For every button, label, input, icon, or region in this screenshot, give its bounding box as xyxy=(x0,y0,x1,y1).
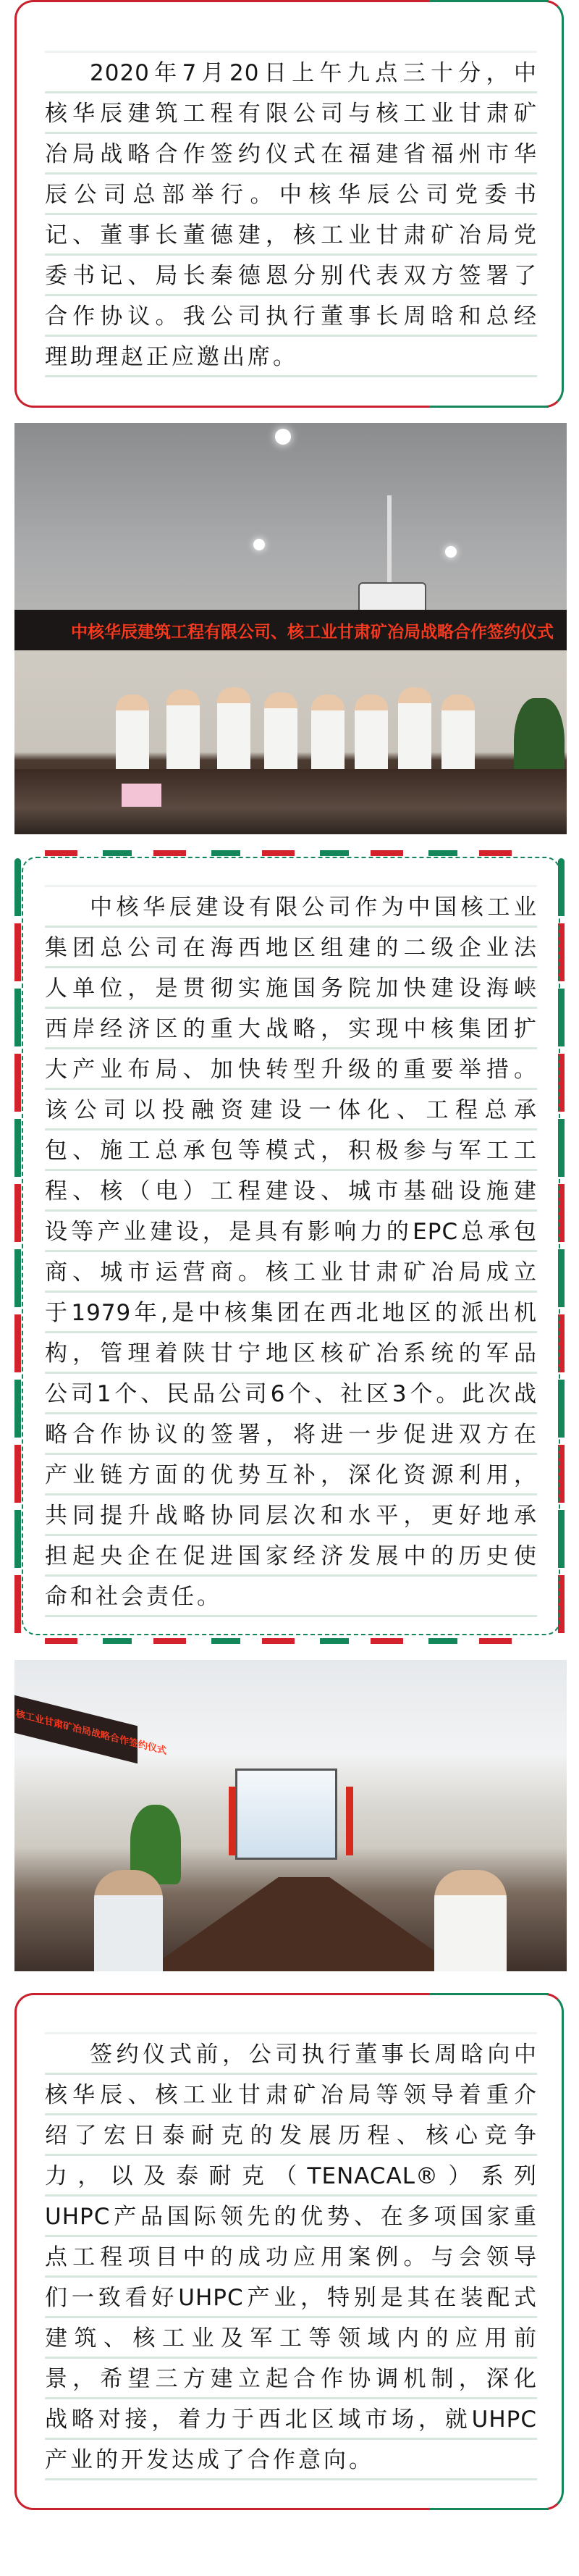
paragraph-line: 共同提升战略协同层次和水平，更好地承 xyxy=(45,1503,537,1529)
frame-accent xyxy=(429,0,549,2)
paragraph-line: 于1979年,是中核集团在西北地区的派出机 xyxy=(45,1300,537,1326)
paragraph-line: 力，以及泰耐克（TENACAL®）系列 xyxy=(45,2163,537,2189)
paragraph-line: 包、施工总承包等模式，积极参与军工工 xyxy=(45,1138,537,1164)
paragraph-line: 签约仪式前，公司执行董事长周晗向中 xyxy=(90,2042,537,2068)
paragraph-line: 略合作协议的签署，将进一步促进双方在 xyxy=(45,1422,537,1448)
decorative-side-left xyxy=(14,858,21,1640)
projector-mount xyxy=(387,495,392,582)
person xyxy=(434,1870,507,1971)
paragraph-line: 设等产业建设，是具有影响力的EPC总承包 xyxy=(45,1219,537,1245)
frame-accent xyxy=(429,1993,549,1995)
paragraph-line: 构，管理着陕甘宁地区核矿冶系统的军品 xyxy=(45,1341,537,1367)
paragraph-line: 人单位，是贯彻实施国务院加快建设海峡 xyxy=(45,976,537,1002)
paragraph-line: 战略对接，着力于西北区域市场，就UHPC xyxy=(45,2407,537,2433)
signing-ceremony-photo xyxy=(14,423,567,834)
person xyxy=(94,1870,163,1971)
conference-table xyxy=(145,1877,463,1971)
projection-screen xyxy=(235,1769,337,1860)
paragraph-line: 记、董事长董德建，核工业甘肃矿冶局党 xyxy=(45,222,537,248)
paragraph-line: 建筑、核工业及军工等领域内的应用前 xyxy=(45,2325,537,2351)
paragraph-line: 冶局战略合作签约仪式在福建省福州市华 xyxy=(45,141,537,167)
paragraph-line: 景，希望三方建立起合作协调机制，深化 xyxy=(45,2366,537,2392)
paragraph-line: 2020年7月20日上午九点三十分，中 xyxy=(90,60,537,86)
banner-text: 中核华辰建筑工程有限公司、核工业甘肃矿冶局战略合作签约仪式 xyxy=(71,623,554,642)
ceremony-intro-paragraph xyxy=(45,2032,537,2480)
paragraph-line: 命和社会责任。 xyxy=(45,1584,222,1610)
paragraph-line: 核华辰、核工业甘肃矿冶局等领导着重介 xyxy=(45,2082,537,2108)
ceiling-light xyxy=(253,539,265,550)
paragraph-line: 产业链方面的优势互补，深化资源利用， xyxy=(45,1462,537,1488)
paragraph-line: 商、城市运营商。核工业甘肃矿冶局成立 xyxy=(45,1259,537,1285)
paragraph-line: 集团总公司在海西地区组建的二级企业法 xyxy=(45,935,537,961)
paragraph-line: 产业的开发达成了合作意向。 xyxy=(45,2447,374,2473)
paragraph-line: 绍了宏日泰耐克的发展历程、核心竞争 xyxy=(45,2123,537,2149)
paragraph-line: UHPC产品国际领先的优势、在多项国家重 xyxy=(45,2204,537,2230)
paragraph-line: 西岸经济区的重大战略，实现中核集团扩 xyxy=(45,1016,537,1042)
paragraph-line: 担起央企在促进国家经济发展中的历史使 xyxy=(45,1543,537,1569)
flag xyxy=(346,1787,353,1855)
frame-accent xyxy=(429,2508,549,2510)
frame-accent xyxy=(429,406,549,408)
signing-table xyxy=(14,769,567,834)
name-card xyxy=(122,784,161,807)
intro-paragraph xyxy=(45,51,537,377)
ceiling-light xyxy=(275,429,291,445)
company-info-paragraph xyxy=(45,885,537,1617)
paragraph-line: 辰公司总部举行。中核华辰公司党委书 xyxy=(45,182,537,208)
paragraph-line: 大产业布局、加快转型升级的重要举措。 xyxy=(45,1057,537,1083)
meeting-room-photo xyxy=(14,1660,567,1971)
flag xyxy=(229,1787,236,1855)
paragraph-line: 程、核（电）工程建设、城市基础设施建 xyxy=(45,1178,537,1204)
led-banner xyxy=(14,1695,167,1763)
paragraph-line: 委书记、局长秦德恩分别代表双方签署了 xyxy=(45,263,537,289)
decorative-dashes-bottom xyxy=(45,1638,537,1644)
paragraph-line: 合作协议。我公司执行董事长周晗和总经 xyxy=(45,303,537,330)
paragraph-line: 中核华辰建设有限公司作为中国核工业 xyxy=(90,894,537,920)
banner-text: 核工业甘肃矿冶局战略合作签约仪式 xyxy=(16,1708,167,1758)
paragraph-line: 理助理赵正应邀出席。 xyxy=(45,344,298,370)
paragraph-line: 核华辰建筑工程有限公司与核工业甘肃矿 xyxy=(45,101,537,127)
paragraph-line: 该公司以投融资建设一体化、工程总承 xyxy=(45,1097,537,1123)
ceiling-light xyxy=(445,546,457,558)
paragraph-line: 点工程项目中的成功应用案例。与会领导 xyxy=(45,2244,537,2270)
paragraph-line: 们一致看好UHPC产业，特别是其在装配式 xyxy=(45,2285,537,2311)
decorative-dashes-top xyxy=(45,850,537,856)
led-banner xyxy=(14,610,567,650)
paragraph-line: 公司1个、民品公司6个、社区3个。此次战 xyxy=(45,1381,537,1407)
